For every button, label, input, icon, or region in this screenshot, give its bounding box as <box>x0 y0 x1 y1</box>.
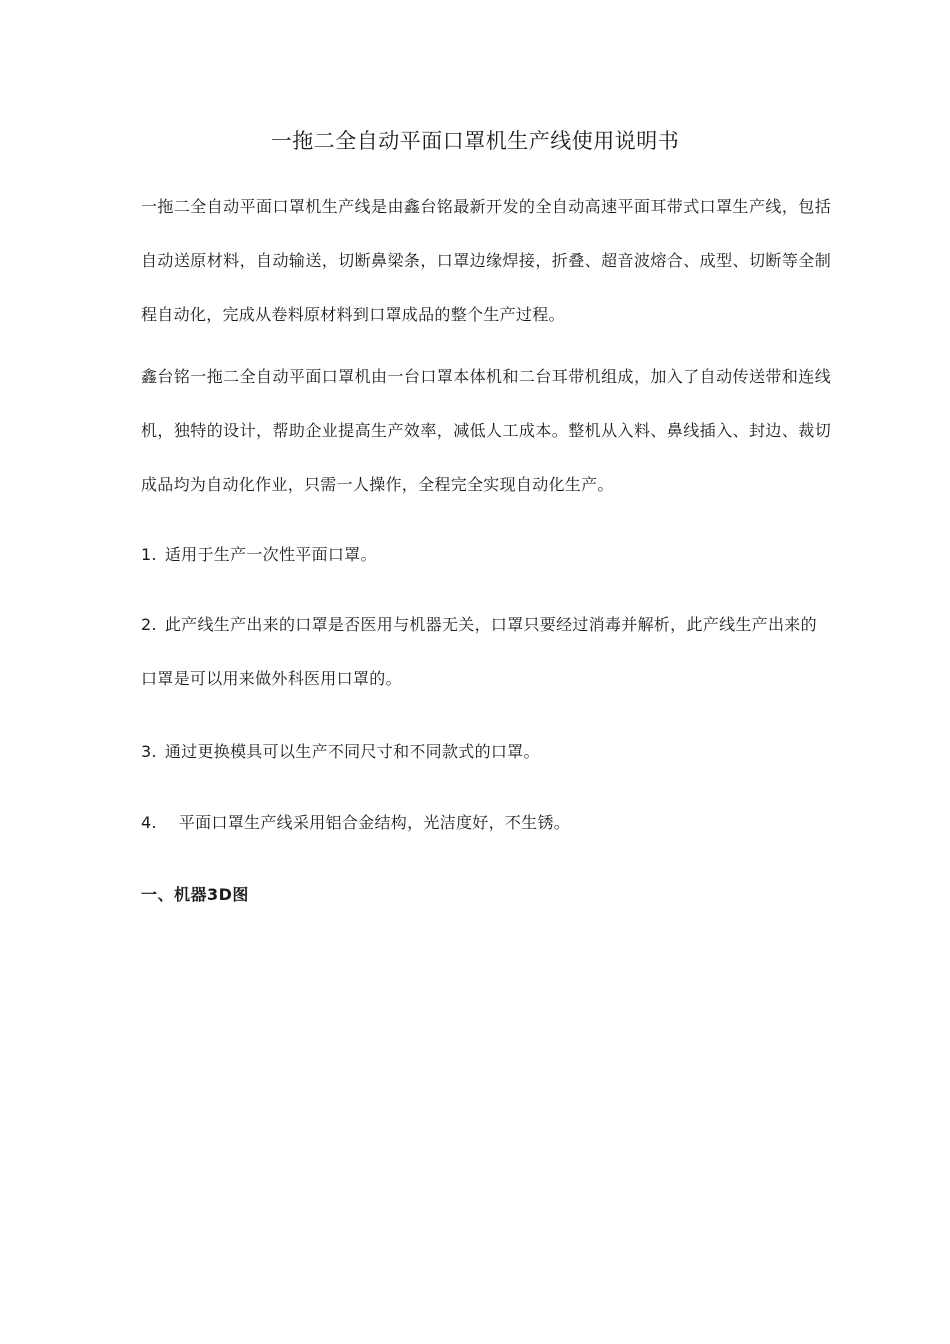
list-item-text: 此产线生产出来的口罩是否医用与机器无关，口罩只要经过消毒并解析，此产线生产出来的口罩是可以用来做外科医用口罩的。 <box>141 615 817 688</box>
list-item <box>141 598 831 706</box>
list-item-number: 1. <box>141 545 157 564</box>
section-heading: 一、机器3D图 <box>141 885 249 904</box>
document-title: 一拖二全自动平面口罩机生产线使用说明书 <box>270 129 680 153</box>
intro-paragraph: 一拖二全自动平面口罩机生产线是由鑫台铭最新开发的全自动高速平面耳带式口罩生产线，包括自动送原材料，自动输送，切断鼻梁条，口罩边缘焊接，折叠、超音波熔合、成型、切断等全制程自动化，完成从卷料原材料到口罩成品的整个生产过程。 <box>141 197 831 324</box>
list-item-number: 3. <box>141 742 157 761</box>
description-paragraph: 鑫台铭一拖二全自动平面口罩机由一台口罩本体机和二台耳带机组成，加入了自动传送带和连线机，独特的设计，帮助企业提高生产效率，减低人工成本。整机从入料、鼻线插入、封边、裁切成品均为自动化作业，只需一人操作，全程完全实现自动化生产。 <box>141 367 831 494</box>
list-item <box>141 528 831 582</box>
list-item <box>141 796 831 850</box>
list-item <box>141 725 831 779</box>
list-item-number: 2. <box>141 615 157 634</box>
list-item-number: 4. <box>141 813 157 832</box>
list-item-text: 适用于生产一次性平面口罩。 <box>164 545 377 564</box>
list-item-text: 平面口罩生产线采用铝合金结构，光洁度好，不生锈。 <box>178 813 571 832</box>
list-item-text: 通过更换模具可以生产不同尺寸和不同款式的口罩。 <box>164 742 540 761</box>
